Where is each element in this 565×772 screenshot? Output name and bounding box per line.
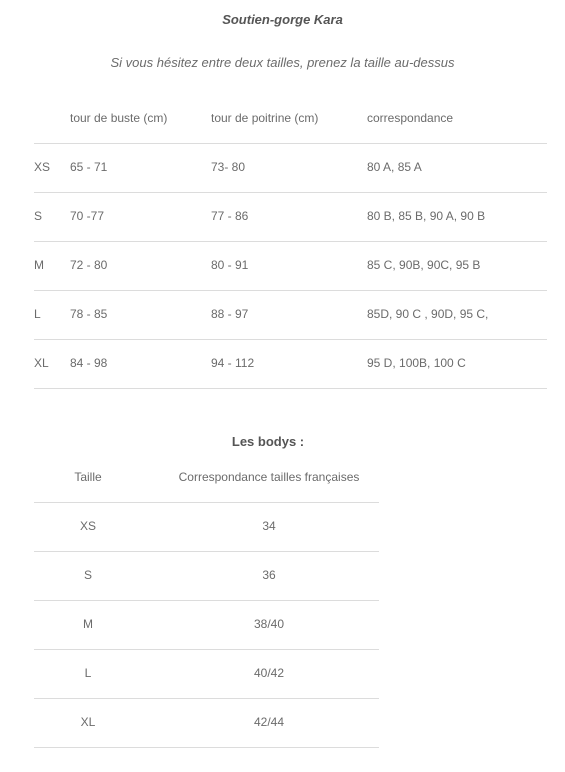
correspondence-cell: 95 D, 100B, 100 C xyxy=(367,356,466,370)
table-row xyxy=(34,193,547,242)
bust-cell: 72 - 80 xyxy=(70,258,108,272)
size-cell: XS xyxy=(79,519,96,533)
correspondence-cell: 85D, 90 C , 90D, 95 C, xyxy=(367,307,489,321)
bra-size-table xyxy=(34,96,547,389)
correspondence-cell: 80 B, 85 B, 90 A, 90 B xyxy=(367,209,486,223)
column-header-bust: tour de buste (cm) xyxy=(70,111,168,125)
table-row xyxy=(34,291,547,340)
column-header-size: Taille xyxy=(74,470,102,484)
table-row xyxy=(34,552,379,601)
size-cell: S xyxy=(34,209,43,223)
table-row xyxy=(34,340,547,389)
correspondence-cell: 80 A, 85 A xyxy=(367,160,422,174)
french-size-cell: 34 xyxy=(262,519,276,533)
table-row xyxy=(34,144,547,193)
french-size-cell: 38/40 xyxy=(253,617,285,631)
size-cell: XL xyxy=(80,715,96,729)
size-cell: S xyxy=(83,568,92,582)
size-cell: XS xyxy=(34,160,51,174)
page-title: Soutien-gorge Kara xyxy=(222,12,343,27)
chest-cell: 80 - 91 xyxy=(211,258,249,272)
bodys-section-title: Les bodys : xyxy=(231,434,305,449)
bodys-size-table xyxy=(34,455,379,748)
column-header-chest: tour de poitrine (cm) xyxy=(211,111,319,125)
column-header-french-size: Correspondance tailles françaises xyxy=(178,470,360,484)
chest-cell: 94 - 112 xyxy=(211,356,255,370)
table-row xyxy=(34,601,379,650)
size-cell: L xyxy=(34,307,41,321)
table-header-row xyxy=(34,96,547,144)
french-size-cell: 40/42 xyxy=(253,666,285,680)
size-cell: M xyxy=(34,258,44,272)
size-cell: M xyxy=(83,617,93,631)
chest-cell: 88 - 97 xyxy=(211,307,249,321)
bust-cell: 78 - 85 xyxy=(70,307,108,321)
french-size-cell: 36 xyxy=(262,568,276,582)
table-row xyxy=(34,242,547,291)
chest-cell: 77 - 86 xyxy=(211,209,249,223)
column-header-correspondence: correspondance xyxy=(367,111,454,125)
table-row xyxy=(34,650,379,699)
table-header-row xyxy=(34,455,379,503)
bust-cell: 70 -77 xyxy=(70,209,105,223)
correspondence-cell: 85 C, 90B, 90C, 95 B xyxy=(367,258,481,272)
bust-cell: 65 - 71 xyxy=(70,160,108,174)
size-advice: Si vous hésitez entre deux tailles, prenez la taille au-dessus xyxy=(110,55,455,70)
bust-cell: 84 - 98 xyxy=(70,356,108,370)
french-size-cell: 42/44 xyxy=(253,715,285,729)
size-cell: L xyxy=(84,666,92,680)
table-row xyxy=(34,699,379,748)
size-cell: XL xyxy=(34,356,49,370)
chest-cell: 73- 80 xyxy=(211,160,246,174)
table-row xyxy=(34,503,379,552)
